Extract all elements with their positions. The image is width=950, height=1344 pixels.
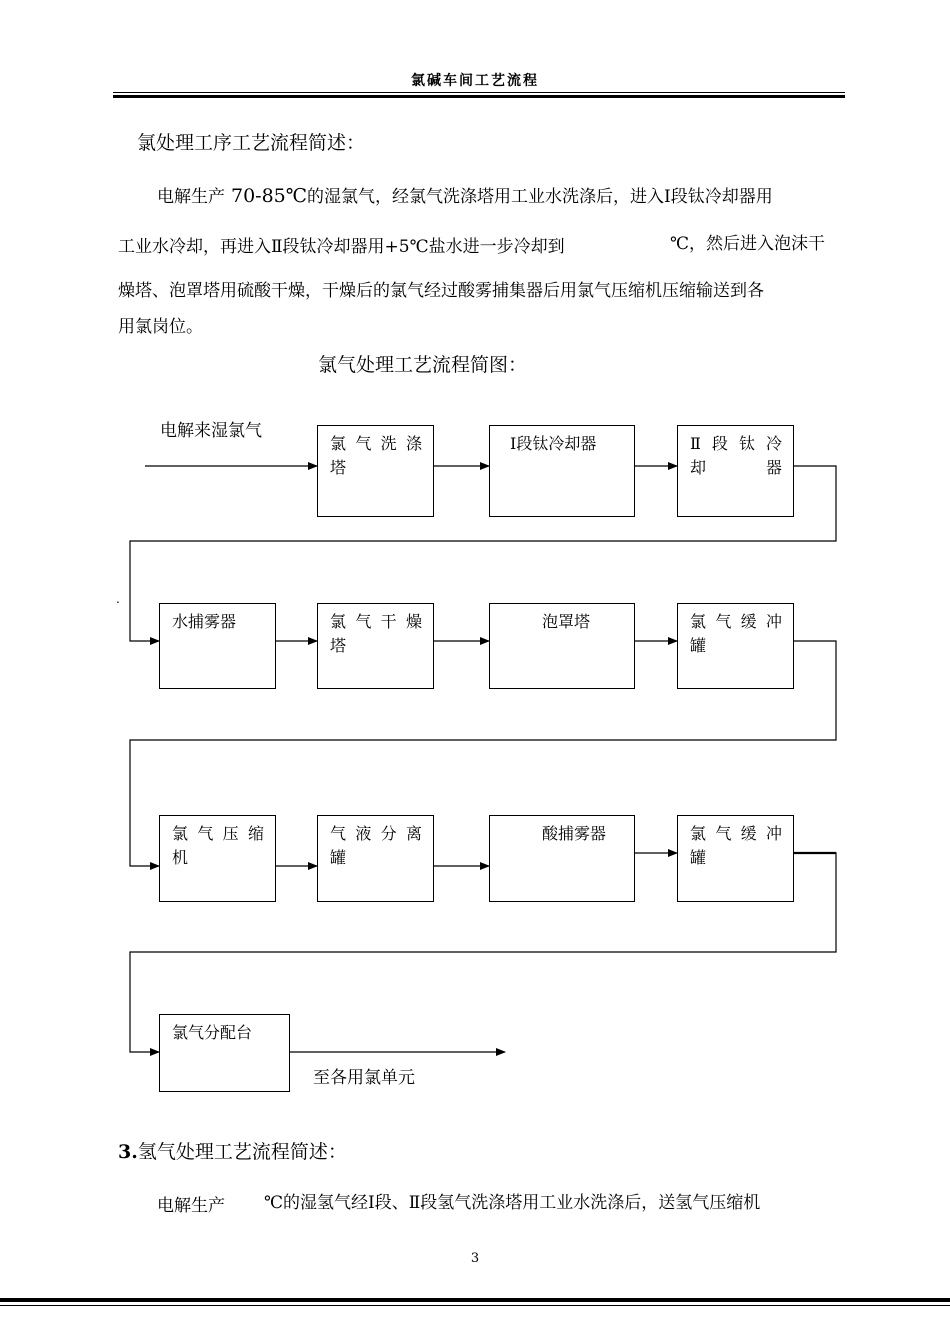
section-heading-hydrogen bbox=[118, 1137, 347, 1164]
page-number: 3 bbox=[470, 1251, 480, 1266]
box-label: 酸捕雾器 bbox=[542, 824, 607, 843]
para-hydrogen-a: 电解生产 bbox=[157, 1196, 225, 1216]
box-label: 氯 气 压 缩 机 bbox=[172, 824, 264, 867]
box-label: 气 液 分 离 罐 bbox=[330, 824, 422, 867]
box-chlorine-distribution-station bbox=[159, 1014, 290, 1092]
box-label: 氯 气 洗 涤 塔 bbox=[330, 434, 422, 477]
box-label: 氯 气 干 燥 塔 bbox=[330, 612, 422, 655]
diagram-input-label: 电解来湿氯气 bbox=[160, 421, 262, 441]
page-header-title: 氯碱车间工艺流程 bbox=[411, 73, 539, 89]
stray-mark: . bbox=[116, 592, 120, 606]
box-label: 泡罩塔 bbox=[542, 612, 591, 631]
box-label: 氯气分配台 bbox=[172, 1023, 253, 1042]
box-label: Ⅰ段钛冷却器 bbox=[510, 434, 597, 453]
section-heading-chlorine: 氯处理工序工艺流程简述： bbox=[137, 132, 366, 154]
box-chlorine-compressor bbox=[159, 815, 276, 902]
heading-text: 氢气处理工艺流程简述： bbox=[137, 1141, 347, 1163]
box-water-mist-catcher bbox=[159, 603, 276, 689]
box-label: 氯 气 缓 冲 罐 bbox=[690, 612, 782, 655]
box-chlorine-drying-tower bbox=[317, 603, 434, 689]
heading-number: 3. bbox=[118, 1141, 138, 1163]
box-chlorine-washing-tower bbox=[317, 425, 434, 517]
para-chlorine-line3: 燥塔、泡罩塔用硫酸干燥，干燥后的氯气经过酸雾捕集器后用氯气压缩机压缩输送到各 bbox=[118, 281, 764, 301]
para-hydrogen-b: ℃的湿氢气经Ⅰ段、Ⅱ段氢气洗涤塔用工业水洗涤后，送氢气压缩机 bbox=[264, 1193, 761, 1213]
para-text: 的湿氯气，经氯气洗涤塔用工业水洗涤后，进入Ⅰ段钛冷却器用 bbox=[307, 187, 773, 207]
para-chlorine-line2a: 工业水冷却，再进入Ⅱ段钛冷却器用+5℃盐水进一步冷却到 bbox=[118, 237, 565, 257]
box-label: 氯 气 缓 冲 罐 bbox=[690, 824, 782, 867]
diagram-title: 氯气处理工艺流程简图： bbox=[318, 354, 528, 376]
box-label: Ⅱ 段 钛 冷 却器 bbox=[690, 434, 782, 477]
box-gas-liquid-separator bbox=[317, 815, 434, 902]
para-chlorine-line4: 用氯岗位。 bbox=[118, 317, 203, 337]
para-text: 电解生产 bbox=[157, 187, 225, 207]
footer-rule-thick bbox=[0, 1298, 950, 1302]
footer-rule-thin bbox=[0, 1305, 950, 1306]
box-chlorine-buffer-tank-1 bbox=[677, 603, 794, 689]
diagram-output-label: 至各用氯单元 bbox=[313, 1068, 415, 1088]
box-label: 水捕雾器 bbox=[172, 612, 237, 631]
box-acid-mist-catcher bbox=[489, 815, 635, 902]
para-chlorine-line2b: ℃，然后进入泡沫干 bbox=[670, 234, 826, 254]
box-chlorine-buffer-tank-2 bbox=[677, 815, 794, 902]
box-stage2-titanium-cooler bbox=[677, 425, 794, 517]
temperature-range: 70-85℃ bbox=[231, 185, 308, 207]
box-bubble-cap-tower bbox=[489, 603, 635, 689]
box-stage1-titanium-cooler bbox=[489, 425, 635, 517]
